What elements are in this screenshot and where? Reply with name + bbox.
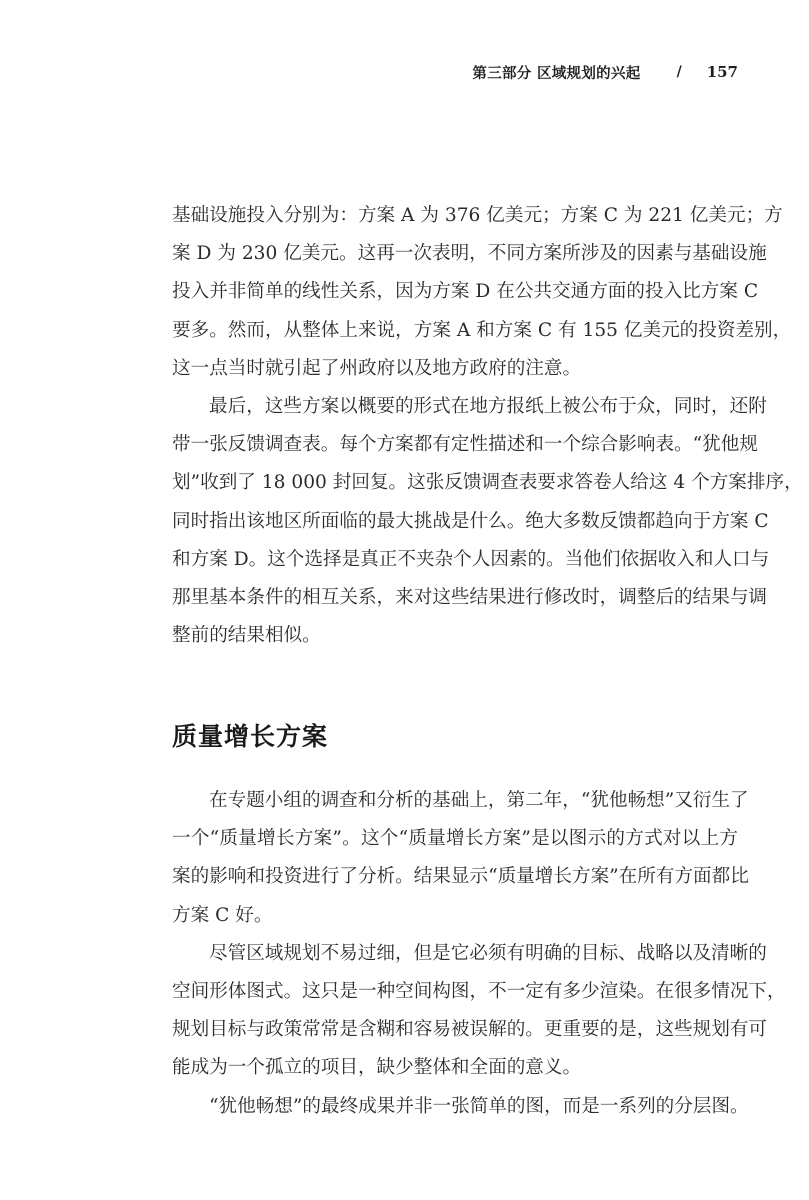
- text-line: 带一张反馈调查表。每个方案都有定性描述和一个综合影响表。“犹他规: [172, 434, 758, 456]
- text-line: 划”收到了 18 000 封回复。这张反馈调查表要求答卷人给这 4 个方案排序，: [172, 472, 803, 494]
- text-line: 空间形体图式。这只是一种空间构图，不一定有多少渲染。在很多情况下，: [172, 980, 786, 1002]
- running-header-separator: /: [676, 64, 682, 80]
- text-line: 规划目标与政策常常是含糊和容易被误解的。更重要的是，这些规划有可: [172, 1019, 768, 1041]
- text-line: 和方案 D。这个选择是真正不夹杂个人因素的。当他们依据收入和人口与: [172, 548, 770, 570]
- page-number: 157: [706, 63, 738, 81]
- body-text-block-2: [172, 782, 786, 1126]
- running-header: [472, 61, 738, 83]
- text-line: 这一点当时就引起了州政府以及地方政府的注意。: [172, 357, 582, 379]
- text-line: 案 D 为 230 亿美元。这再一次表明，不同方案所涉及的因素与基础设施: [172, 243, 767, 265]
- body-text-block-1: [172, 197, 803, 655]
- text-line: 一个“质量增长方案”。这个“质量增长方案”是以图示的方式对以上方: [172, 828, 738, 850]
- text-line: 那里基本条件的相互关系，来对这些结果进行修改时，调整后的结果与调: [172, 586, 768, 608]
- text-line: 要多。然而，从整体上来说，方案 A 和方案 C 有 155 亿美元的投资差别，: [172, 319, 792, 341]
- text-line: 在专题小组的调查和分析的基础上，第二年，“犹他畅想”又衍生了: [209, 790, 749, 811]
- text-line: 方案 C 好。: [172, 904, 273, 926]
- text-line: 同时指出该地区所面临的最大挑战是什么。绝大多数反馈都趋向于方案 C: [172, 510, 769, 532]
- text-line: 基础设施投入分别为：方案 A 为 376 亿美元；方案 C 为 221 亿美元；方: [172, 205, 783, 226]
- text-line: 尽管区域规划不易过细，但是它必须有明确的目标、战略以及清晰的: [209, 942, 767, 964]
- text-line: 能成为一个孤立的项目，缺少整体和全面的意义。: [172, 1057, 582, 1079]
- section-heading: 质量增长方案: [172, 722, 329, 751]
- text-line: “犹他畅想”的最终成果并非一张简单的图，而是一系列的分层图。: [209, 1095, 749, 1117]
- text-line: 案的影响和投资进行了分析。结果显示“质量增长方案”在所有方面都比: [172, 866, 749, 888]
- text-line: 最后，这些方案以概要的形式在地方报纸上被公布于众，同时，还附: [209, 395, 767, 417]
- text-line: 整前的结果相似。: [172, 625, 321, 647]
- text-line: 投入并非简单的线性关系，因为方案 D 在公共交通方面的投入比方案 C: [172, 281, 759, 303]
- running-header-section-title: 第三部分 区域规划的兴起: [472, 65, 641, 82]
